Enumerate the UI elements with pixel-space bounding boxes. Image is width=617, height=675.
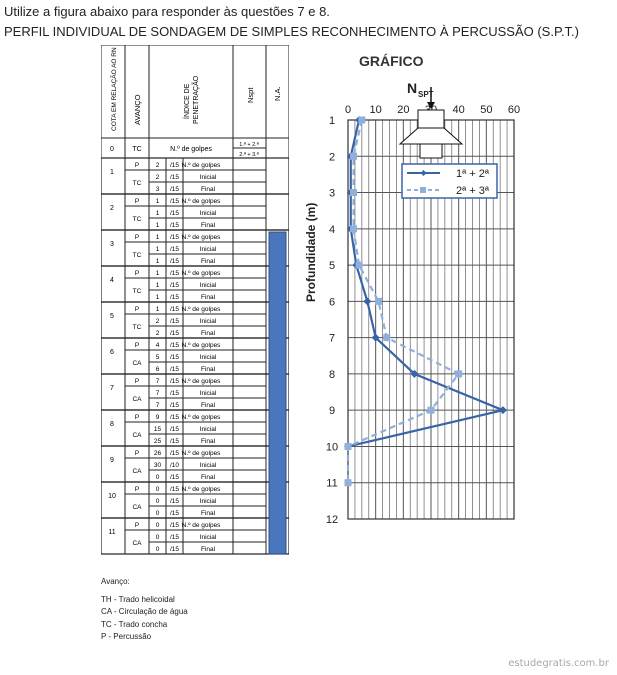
description-cell: Final <box>200 366 216 373</box>
avanco-cell: P <box>134 234 140 241</box>
advance-legend-title: Avanço: <box>101 577 130 586</box>
blows-cell: 1 <box>155 282 160 289</box>
blows-cell: 7 <box>155 378 160 385</box>
blows-cell: 1 <box>155 222 160 229</box>
description-cell: Final <box>200 474 216 481</box>
blows-cell: 0 <box>155 534 160 541</box>
penetration-cell: /15 <box>169 366 180 373</box>
penetration-cell: /15 <box>169 390 180 397</box>
penetration-cell: /15 <box>169 198 180 205</box>
penetration-cell: /15 <box>169 402 180 409</box>
penetration-cell: /15 <box>169 510 180 517</box>
legend-series-1: 1ª + 2ª <box>456 168 489 180</box>
avanco-cell: P <box>134 306 140 313</box>
header-cota: COTA EM RELAÇÃO AO RN <box>111 47 118 131</box>
avanco-cell: TC <box>132 146 142 153</box>
data-point-series-1 <box>363 297 371 305</box>
y-tick-label: 2 <box>328 151 336 164</box>
chart-title: GRÁFICO <box>359 53 424 69</box>
description-cell: Inicial <box>199 210 217 217</box>
avanco-cell: CA <box>132 468 142 475</box>
blows-cell: 2 <box>155 318 160 325</box>
blows-cell: 0 <box>155 474 160 481</box>
description-cell: Inicial <box>199 354 217 361</box>
blows-cell: 15 <box>153 426 162 433</box>
avanco-cell: TC <box>132 252 142 259</box>
cota-cell: 7 <box>110 385 114 392</box>
header-indice-1: ÍNDICE DE <box>184 83 191 119</box>
penetration-cell: /15 <box>169 162 180 169</box>
description-cell: Final <box>200 222 216 229</box>
description-cell: N.º de golpes <box>181 234 221 241</box>
avanco-cell: TC <box>132 216 142 223</box>
advance-legend-item: CA - Circulação de água <box>101 607 188 616</box>
data-point-series-2 <box>383 334 390 341</box>
data-point-series-2 <box>375 298 382 305</box>
sounding-profile-table <box>101 45 289 565</box>
avanco-cell: P <box>134 198 140 205</box>
data-point-series-2 <box>350 225 357 232</box>
description-cell: Inicial <box>199 462 217 469</box>
description-cell: Inicial <box>199 282 217 289</box>
penetration-cell: /15 <box>169 414 180 421</box>
description-cell: N.º de golpes <box>181 378 221 385</box>
y-tick-label: 1 <box>328 115 336 127</box>
advance-legend-item: TC - Trado concha <box>101 619 168 629</box>
penetration-cell: /15 <box>169 246 180 253</box>
x-axis-label <box>407 80 434 99</box>
blows-cell: 1 <box>155 234 160 241</box>
description-cell: Inicial <box>199 426 217 433</box>
avanco-cell: CA <box>132 432 142 439</box>
avanco-cell: P <box>134 162 140 169</box>
cota-cell: 6 <box>110 349 114 356</box>
blows-cell: 1 <box>155 270 160 277</box>
avanco-cell: TC <box>132 324 142 331</box>
description-cell: Final <box>200 438 216 445</box>
blows-cell: 1 <box>155 246 160 253</box>
penetration-cell: /15 <box>169 282 180 289</box>
description-cell: N.º de golpes <box>181 198 221 205</box>
data-point-series-2 <box>455 370 462 377</box>
blows-cell: 1 <box>155 258 160 265</box>
description-cell: N.º de golpes <box>181 342 221 349</box>
blows-cell: 4 <box>155 342 160 349</box>
blows-cell: 3 <box>155 186 160 193</box>
blows-cell: 0 <box>155 546 160 553</box>
penetration-cell: /15 <box>169 438 180 445</box>
penetration-cell: /15 <box>169 426 180 433</box>
watermark: estudegratis.com.br <box>508 658 609 669</box>
cota-cell: 8 <box>110 421 114 428</box>
description-cell: Inicial <box>199 174 217 181</box>
blows-cell: 1 <box>155 306 160 313</box>
description-cell: Final <box>200 510 216 517</box>
golpes-label: N.º de golpes <box>170 146 212 153</box>
penetration-cell: /15 <box>169 354 180 361</box>
x-axis-label-sub: SPT <box>418 90 434 99</box>
blows-cell: 5 <box>155 354 160 361</box>
advance-legend-item: P - Percussão <box>101 632 152 641</box>
description-cell: Final <box>200 330 216 337</box>
penetration-cell: /15 <box>169 546 180 553</box>
description-cell: Final <box>200 546 216 553</box>
penetration-cell: /15 <box>169 222 180 229</box>
blows-cell: 0 <box>155 510 160 517</box>
description-cell: Inicial <box>199 390 217 397</box>
description-cell: Inicial <box>199 246 217 253</box>
y-tick-label: 6 <box>328 296 336 309</box>
cota-cell: 10 <box>108 493 116 500</box>
penetration-cell: /15 <box>169 378 180 385</box>
x-tick-label: 10 <box>369 104 382 116</box>
x-tick-label: 50 <box>480 104 493 116</box>
data-point-series-2 <box>358 117 365 124</box>
data-point-series-2 <box>350 153 357 160</box>
avanco-cell: CA <box>132 360 142 367</box>
y-tick-label: 11 <box>326 477 338 490</box>
y-tick-label: 10 <box>325 441 339 454</box>
description-cell: Final <box>200 294 216 301</box>
x-tick-label: 40 <box>452 104 465 116</box>
advance-legend <box>101 576 188 644</box>
spt-sampler-icon <box>400 87 462 158</box>
data-point-series-2 <box>356 262 363 269</box>
penetration-cell: /15 <box>169 522 180 529</box>
header-indice-2: PENETRAÇÃO <box>193 75 200 124</box>
penetration-cell: /15 <box>169 474 180 481</box>
blows-cell: 1 <box>155 198 160 205</box>
description-cell: Final <box>200 258 216 265</box>
penetration-cell: /15 <box>169 318 180 325</box>
penetration-cell: /15 <box>169 186 180 193</box>
cota-cell: 3 <box>110 241 114 248</box>
description-cell: N.º de golpes <box>181 414 221 421</box>
blows-cell: 30 <box>153 462 162 469</box>
blows-cell: 7 <box>155 402 160 409</box>
blows-cell: 1 <box>155 210 160 217</box>
y-tick-label: 12 <box>325 514 339 526</box>
penetration-cell: /15 <box>169 486 180 493</box>
penetration-cell: /15 <box>169 534 180 541</box>
blows-cell: 2 <box>155 330 160 337</box>
x-axis-label-main: N <box>407 80 418 96</box>
nspt-chart <box>290 40 550 540</box>
table-header <box>101 45 289 138</box>
y-tick-label: 7 <box>328 332 336 345</box>
blows-cell: 26 <box>153 450 162 457</box>
avanco-cell: P <box>134 342 140 349</box>
penetration-cell: /15 <box>169 294 180 301</box>
penetration-cell: /15 <box>169 330 180 337</box>
header-na: N.A. <box>273 86 282 101</box>
penetration-cell: /15 <box>169 210 180 217</box>
y-tick-label: 4 <box>328 223 336 236</box>
penetration-cell: /15 <box>169 270 180 277</box>
penetration-cell: /15 <box>169 174 180 181</box>
header-nspt: Nspt <box>246 87 255 103</box>
cota-cell: 11 <box>108 529 116 536</box>
description-cell: Inicial <box>199 498 217 505</box>
cota-cell: 5 <box>110 313 114 320</box>
description-cell: N.º de golpes <box>181 486 221 493</box>
description-cell: Final <box>200 402 216 409</box>
penetration-cell: /15 <box>169 306 180 313</box>
y-axis-label: Profundidade (m) <box>304 202 318 302</box>
x-tick-label: 0 <box>344 104 352 116</box>
question-instruction: Utilize a figura abaixo para responder às questões 7 e 8. <box>4 4 330 19</box>
chart-legend <box>402 164 497 198</box>
cota-cell: 0 <box>110 146 114 153</box>
avanco-cell: P <box>134 378 140 385</box>
legend-label-2: 2.ª + 3.ª <box>239 152 259 158</box>
description-cell: Inicial <box>199 534 217 541</box>
cota-cell: 2 <box>110 205 114 212</box>
y-tick-label: 9 <box>328 405 336 418</box>
avanco-cell: P <box>134 522 140 529</box>
description-cell: Inicial <box>199 318 217 325</box>
header-avanco: AVANÇO <box>133 94 142 125</box>
avanco-cell: P <box>134 414 140 421</box>
avanco-cell: CA <box>132 504 142 511</box>
blows-cell: 1 <box>155 294 160 301</box>
avanco-cell: CA <box>132 540 142 547</box>
avanco-cell: CA <box>132 396 142 403</box>
description-cell: N.º de golpes <box>181 162 221 169</box>
avanco-cell: P <box>134 486 140 493</box>
avanco-cell: P <box>134 270 140 277</box>
blows-cell: 25 <box>153 438 162 445</box>
y-tick-label: 3 <box>328 187 336 200</box>
profile-title: PERFIL INDIVIDUAL DE SONDAGEM DE SIMPLES RECONHECIMENTO À PERCUSSÃO (S.P.T.) <box>4 24 580 39</box>
blows-cell: 2 <box>155 162 160 169</box>
description-cell: N.º de golpes <box>181 270 221 277</box>
blows-cell: 0 <box>155 498 160 505</box>
advance-legend-item: TH - Trado helicoidal <box>101 594 175 604</box>
blows-cell: 6 <box>155 366 160 373</box>
water-level-bar <box>269 232 286 554</box>
blows-cell: 0 <box>155 522 160 529</box>
cota-cell: 1 <box>110 169 114 176</box>
cota-cell: 9 <box>110 457 114 464</box>
legend-series-2: 2ª + 3ª <box>456 185 489 197</box>
avanco-cell: TC <box>132 288 142 295</box>
description-cell: Final <box>200 186 216 193</box>
blows-cell: 7 <box>155 390 160 397</box>
data-point-series-2 <box>345 479 352 486</box>
x-tick-label: 60 <box>507 104 521 116</box>
penetration-cell: /10 <box>169 462 180 469</box>
penetration-cell: /15 <box>169 498 180 505</box>
y-tick-label: 8 <box>328 368 336 381</box>
avanco-cell: P <box>134 450 140 457</box>
data-point-series-2 <box>345 443 352 450</box>
description-cell: N.º de golpes <box>181 522 221 529</box>
y-tick-label: 5 <box>328 260 336 273</box>
table-body <box>101 138 289 554</box>
data-point-series-2 <box>350 189 357 196</box>
penetration-cell: /15 <box>169 450 180 457</box>
description-cell: N.º de golpes <box>181 306 221 313</box>
penetration-cell: /15 <box>169 258 180 265</box>
penetration-cell: /15 <box>169 342 180 349</box>
x-tick-label: 20 <box>397 104 410 116</box>
penetration-cell: /15 <box>169 234 180 241</box>
legend-label-1: 1.ª + 2.ª <box>239 142 259 148</box>
description-cell: N.º de golpes <box>181 450 221 457</box>
blows-cell: 0 <box>155 486 160 493</box>
data-point-series-2 <box>428 407 435 414</box>
avanco-cell: TC <box>132 180 142 187</box>
cota-cell: 4 <box>110 277 114 284</box>
blows-cell: 9 <box>155 414 160 421</box>
blows-cell: 2 <box>155 174 160 181</box>
